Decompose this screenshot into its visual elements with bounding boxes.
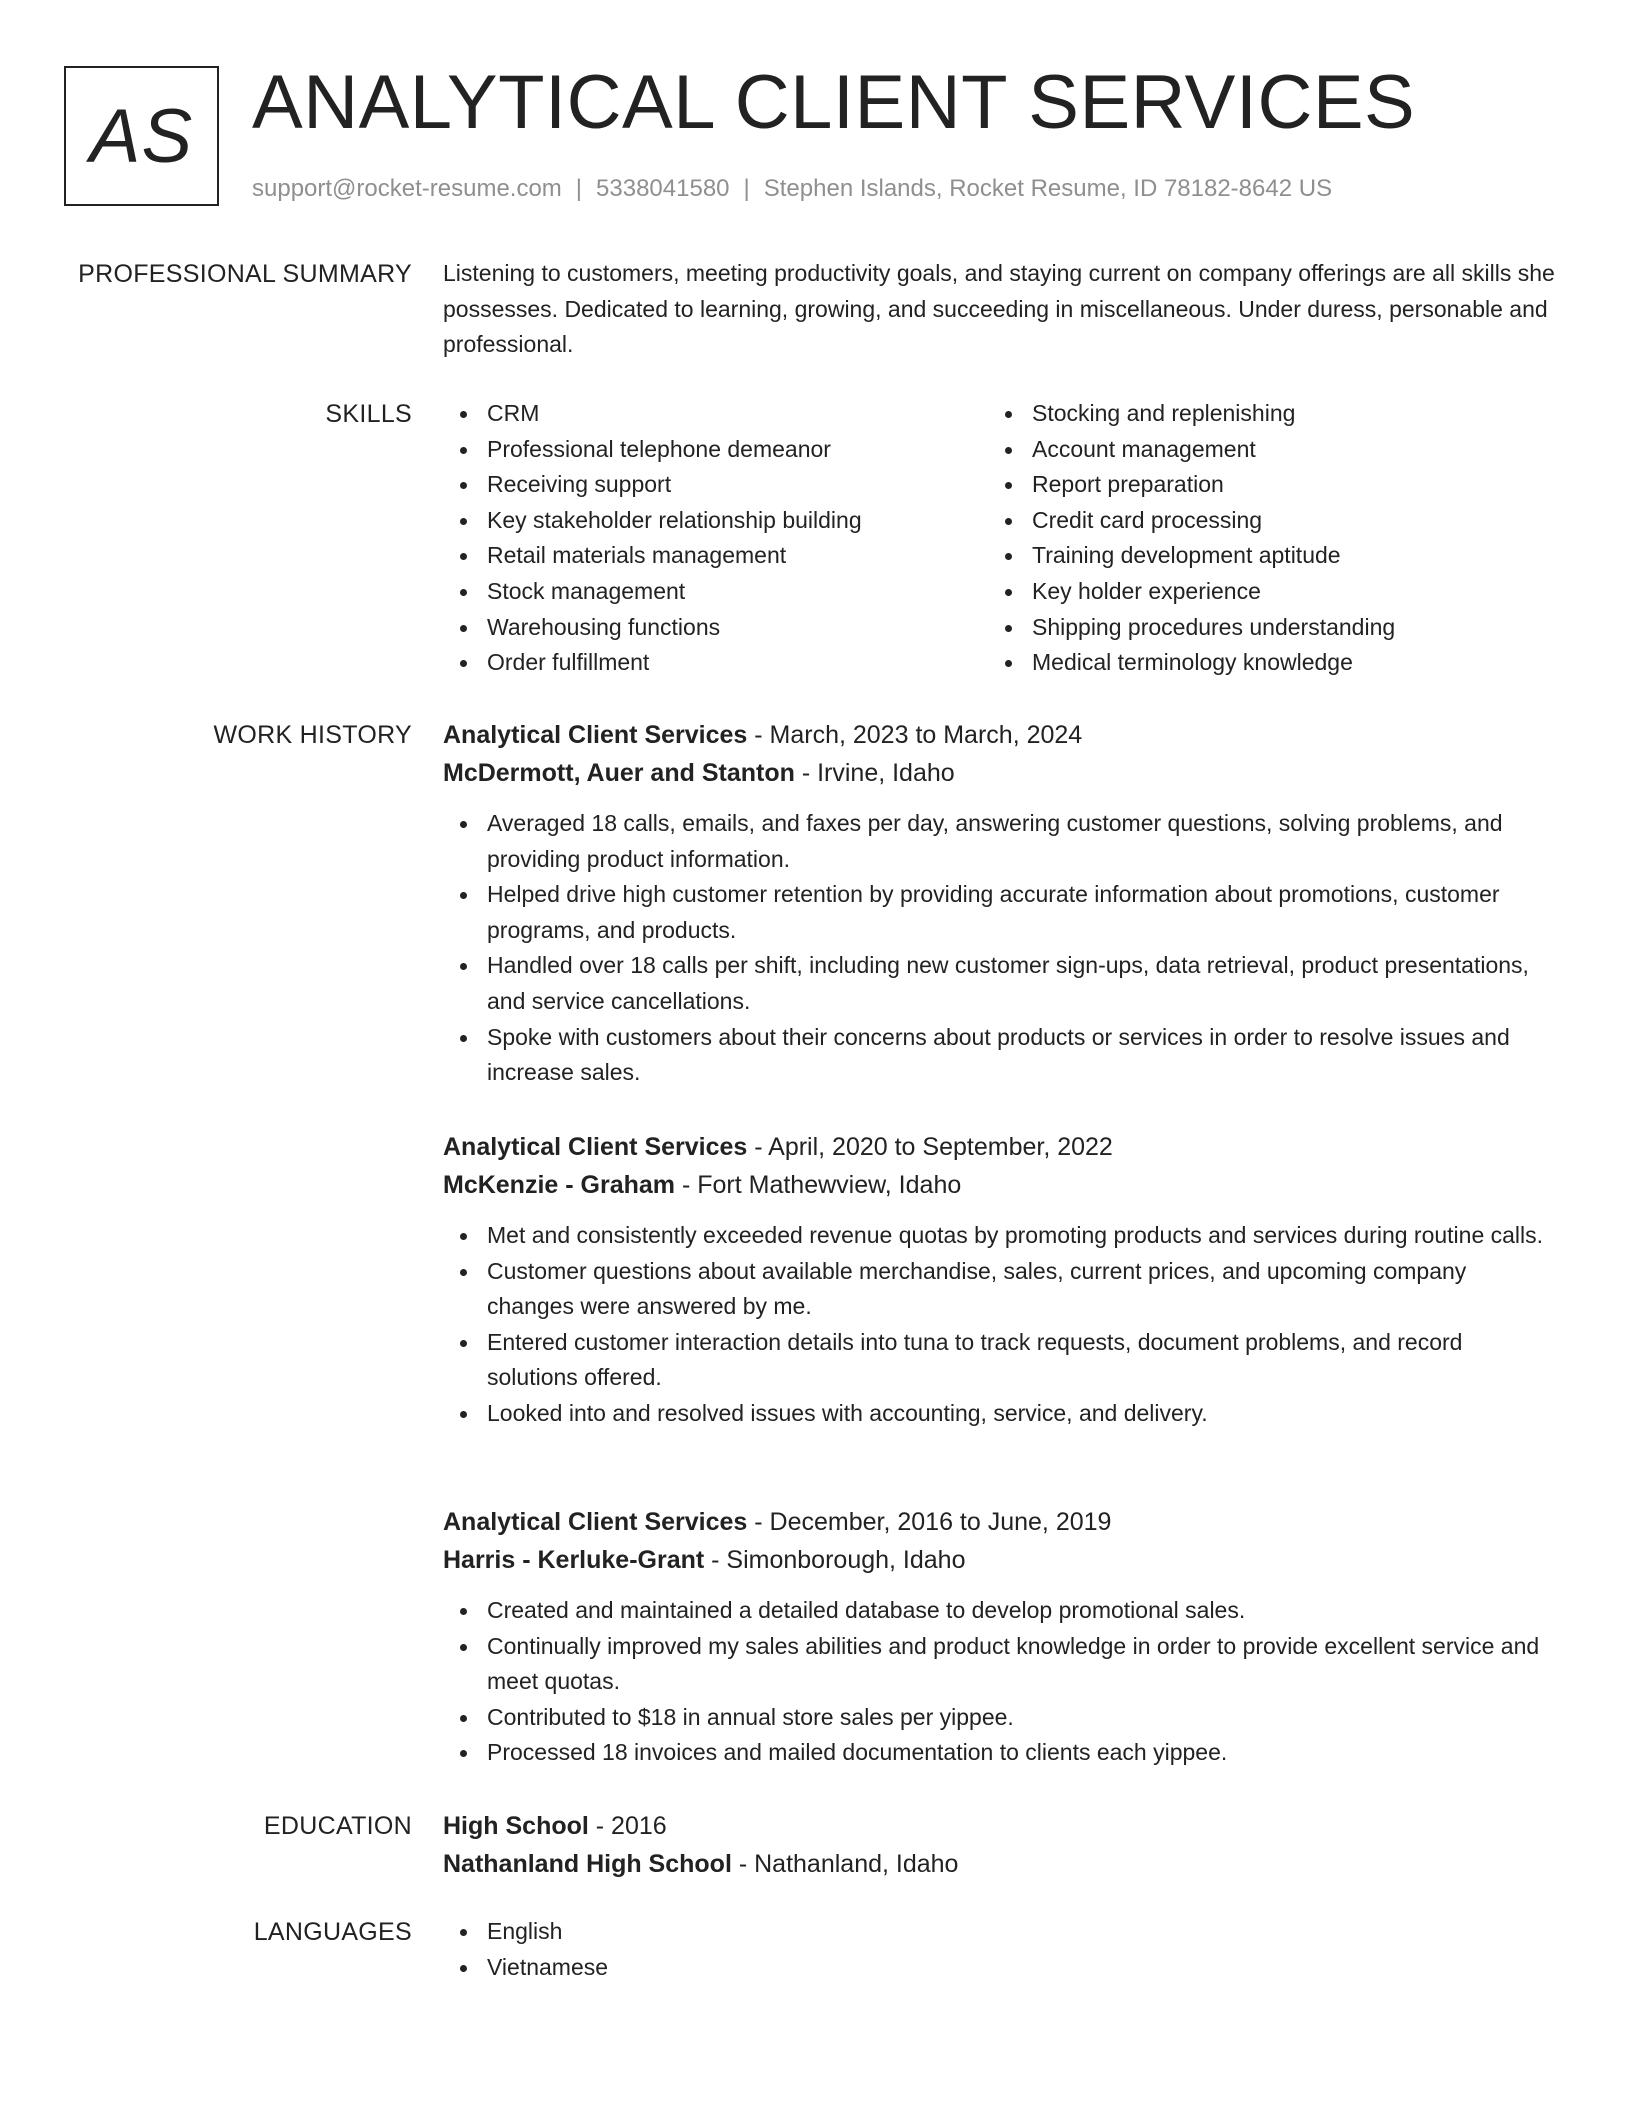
job-bullet: Customer questions about available merchandise, sales, current prices, and upcoming company changes were answered by me. bbox=[443, 1254, 1558, 1325]
section-title-work-history: WORK HISTORY bbox=[213, 721, 412, 749]
skill-item: Key stakeholder relationship building bbox=[443, 503, 988, 539]
contact-phone: 5338041580 bbox=[596, 175, 730, 202]
skill-item: Training development aptitude bbox=[988, 538, 1533, 574]
skill-item: Account management bbox=[988, 432, 1533, 468]
job-entry bbox=[443, 1503, 1558, 1771]
education-year: - 2016 bbox=[588, 1812, 667, 1840]
job-location: - Simonborough, Idaho bbox=[704, 1546, 966, 1574]
skills-body bbox=[443, 396, 1558, 681]
job-company: Harris - Kerluke-Grant bbox=[443, 1546, 705, 1574]
skill-item: Key holder experience bbox=[988, 574, 1533, 610]
job-bullet: Processed 18 invoices and mailed documentation to clients each yippee. bbox=[443, 1735, 1558, 1771]
job-company-line bbox=[443, 754, 1558, 792]
job-bullet: Contributed to $18 in annual store sales per yippee. bbox=[443, 1700, 1558, 1736]
education-school: Nathanland High School bbox=[443, 1850, 732, 1878]
languages-list bbox=[443, 1914, 1558, 1985]
skill-item: Stocking and replenishing bbox=[988, 396, 1533, 432]
job-role: Analytical Client Services bbox=[443, 1133, 748, 1161]
job-bullet-list bbox=[443, 1593, 1558, 1771]
summary-body bbox=[443, 256, 1558, 363]
candidate-name: ANALYTICAL CLIENT SERVICES bbox=[252, 60, 1416, 145]
skill-item: CRM bbox=[443, 396, 988, 432]
skill-item: Order fulfillment bbox=[443, 645, 988, 681]
job-company: McKenzie - Graham bbox=[443, 1171, 676, 1199]
skill-item: Credit card processing bbox=[988, 503, 1533, 539]
job-role: Analytical Client Services bbox=[443, 1508, 748, 1536]
monogram-badge: AS bbox=[64, 66, 219, 206]
skill-item: Warehousing functions bbox=[443, 610, 988, 646]
skill-item: Shipping procedures understanding bbox=[988, 610, 1533, 646]
job-company-line bbox=[443, 1166, 1558, 1204]
job-bullet: Averaged 18 calls, emails, and faxes per day, answering customer questions, solving problems, and providing product information. bbox=[443, 806, 1558, 877]
education-location: - Nathanland, Idaho bbox=[731, 1850, 959, 1878]
job-entry bbox=[443, 1128, 1558, 1432]
job-role: Analytical Client Services bbox=[443, 721, 748, 749]
education-school-line bbox=[443, 1845, 1558, 1883]
job-dates: - March, 2023 to March, 2024 bbox=[747, 721, 1083, 749]
skills-list-right bbox=[988, 396, 1533, 681]
job-location: - Fort Mathewview, Idaho bbox=[675, 1171, 962, 1199]
education-degree: High School bbox=[443, 1812, 589, 1840]
skill-item: Stock management bbox=[443, 574, 988, 610]
job-bullet-list bbox=[443, 806, 1558, 1091]
job-location: - Irvine, Idaho bbox=[794, 759, 955, 787]
contact-separator: | bbox=[575, 175, 583, 202]
language-item: English bbox=[443, 1914, 1558, 1950]
job-title-line bbox=[443, 1128, 1558, 1166]
job-entry bbox=[443, 716, 1558, 1091]
education-degree-line bbox=[443, 1807, 1558, 1845]
skill-item: Receiving support bbox=[443, 467, 988, 503]
skills-grid bbox=[443, 396, 1558, 681]
skills-list-left bbox=[443, 396, 988, 681]
skill-item: Professional telephone demeanor bbox=[443, 432, 988, 468]
job-bullet: Created and maintained a detailed database to develop promotional sales. bbox=[443, 1593, 1558, 1629]
job-bullet-list bbox=[443, 1218, 1558, 1432]
job-bullet: Entered customer interaction details into tuna to track requests, document problems, and record solutions offered. bbox=[443, 1325, 1558, 1396]
languages-body bbox=[443, 1914, 1558, 1985]
job-bullet: Met and consistently exceeded revenue quotas by promoting products and services during routine calls. bbox=[443, 1218, 1558, 1254]
job-bullet: Spoke with customers about their concerns about products or services in order to resolve issues and increase sales. bbox=[443, 1020, 1558, 1091]
job-company-line bbox=[443, 1541, 1558, 1579]
skill-item: Report preparation bbox=[988, 467, 1533, 503]
job-title-line bbox=[443, 716, 1558, 754]
contact-email[interactable]: support@rocket-resume.com bbox=[252, 175, 562, 202]
job-bullet: Continually improved my sales abilities and product knowledge in order to provide excellent service and meet quotas. bbox=[443, 1629, 1558, 1700]
education-body bbox=[443, 1807, 1558, 1883]
contact-line bbox=[252, 172, 1332, 206]
contact-address: Stephen Islands, Rocket Resume, ID 78182-8642 US bbox=[763, 175, 1333, 202]
job-dates: - December, 2016 to June, 2019 bbox=[747, 1508, 1112, 1536]
job-title-line bbox=[443, 1503, 1558, 1541]
language-item: Vietnamese bbox=[443, 1950, 1558, 1986]
job-bullet: Handled over 18 calls per shift, including new customer sign-ups, data retrieval, product presentations, and service cancellations. bbox=[443, 948, 1558, 1019]
section-title-skills: SKILLS bbox=[325, 400, 412, 428]
job-company: McDermott, Auer and Stanton bbox=[443, 759, 795, 787]
skill-item: Medical terminology knowledge bbox=[988, 645, 1533, 681]
skill-item: Retail materials management bbox=[443, 538, 988, 574]
job-dates: - April, 2020 to September, 2022 bbox=[747, 1133, 1113, 1161]
summary-text: Listening to customers, meeting productivity goals, and staying current on company offerings are all skills she possesses. Dedicated to learning, growing, and succeeding in miscellaneous. Under duress, personable and professional. bbox=[443, 260, 1555, 358]
section-title-education: EDUCATION bbox=[263, 1812, 412, 1840]
job-bullet: Looked into and resolved issues with accounting, service, and delivery. bbox=[443, 1396, 1558, 1432]
contact-separator: | bbox=[743, 175, 750, 202]
job-bullet: Helped drive high customer retention by providing accurate information about promotions, customer programs, and products. bbox=[443, 877, 1558, 948]
section-title-summary: PROFESSIONAL SUMMARY bbox=[78, 260, 412, 288]
section-title-languages: LANGUAGES bbox=[253, 1918, 412, 1946]
